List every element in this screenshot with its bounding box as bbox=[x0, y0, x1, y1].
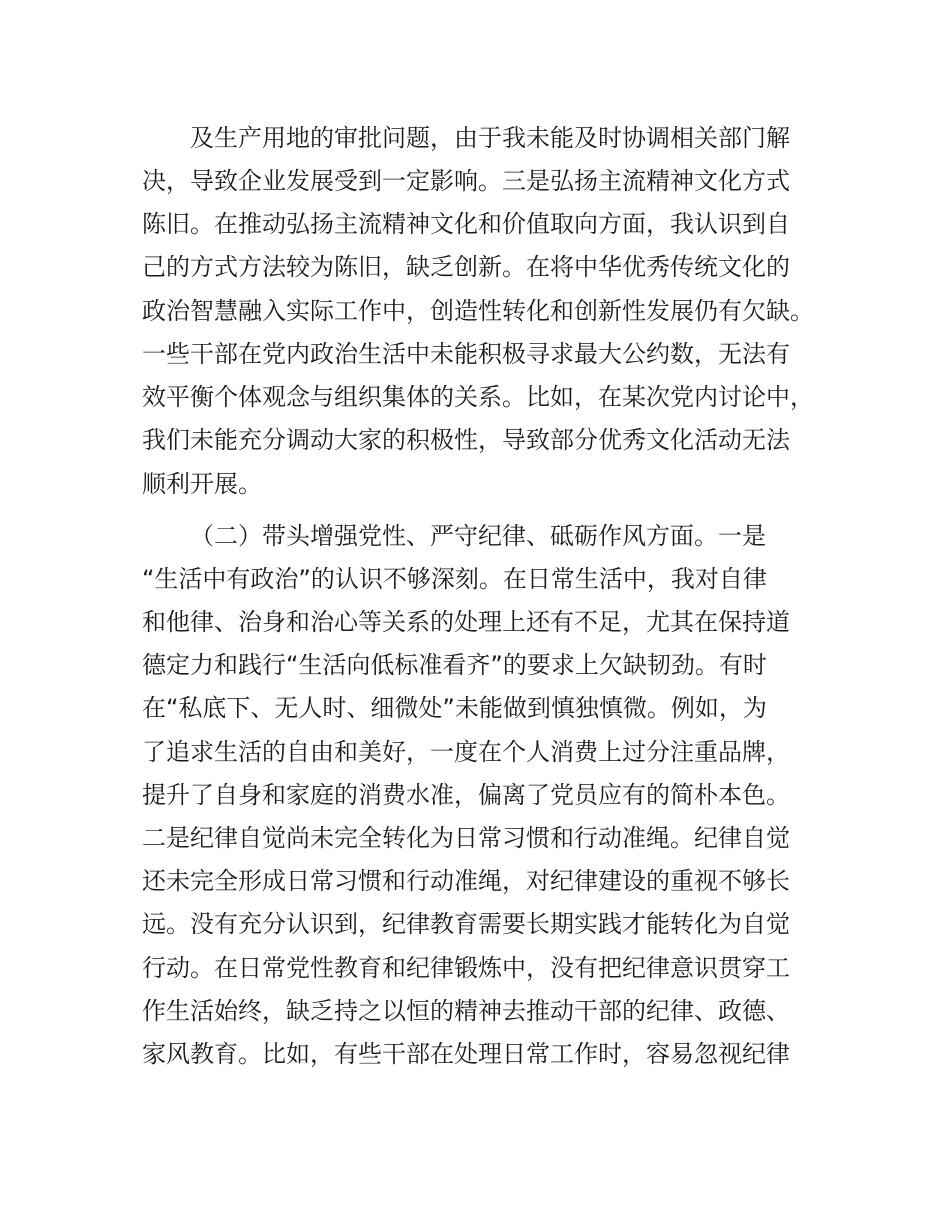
text-line: 陈旧。在推动弘扬主流精神文化和价值取向方面，我认识到自 bbox=[142, 210, 790, 238]
text-line: 效平衡个体观念与组织集体的关系。比如，在某次党内讨论中， bbox=[142, 383, 814, 411]
text-line: 在“私底下、无人时、细微处”未能做到慎独慎微。例如，为 bbox=[142, 694, 767, 722]
text-line: 决，导致企业发展受到一定影响。三是弘扬主流精神文化方式 bbox=[142, 167, 790, 195]
text-line: 一些干部在党内政治生活中未能积极寻求最大公约数，无法有 bbox=[142, 340, 790, 368]
text-line: 顺利开展。 bbox=[142, 470, 262, 498]
section-heading-line: （二）带头增强党性、严守纪律、砥砺作风方面。一是 bbox=[190, 522, 766, 550]
text-line: 了追求生活的自由和美好，一度在个人消费上过分注重品牌， bbox=[142, 738, 790, 766]
text-line: 作生活始终，缺乏持之以恒的精神去推动干部的纪律、政德、 bbox=[142, 997, 790, 1025]
text-line: 二是纪律自觉尚未完全转化为日常习惯和行动准绳。纪律自觉 bbox=[142, 824, 790, 852]
text-line: 德定力和践行“生活向低标准看齐”的要求上欠缺韧劲。有时 bbox=[142, 651, 767, 679]
text-line: 政治智慧融入实际工作中，创造性转化和创新性发展仍有欠缺。 bbox=[142, 297, 814, 325]
text-line: 还未完全形成日常习惯和行动准绳，对纪律建设的重视不够长 bbox=[142, 867, 790, 895]
text-line: “生活中有政治”的认识不够深刻。在日常生活中，我对自律 bbox=[142, 565, 767, 593]
text-line: 我们未能充分调动大家的积极性，导致部分优秀文化活动无法 bbox=[142, 426, 790, 454]
text-line: 己的方式方法较为陈旧，缺乏创新。在将中华优秀传统文化的 bbox=[142, 253, 790, 281]
text-line: 行动。在日常党性教育和纪律锻炼中，没有把纪律意识贯穿工 bbox=[142, 954, 790, 982]
text-line: 和他律、治身和治心等关系的处理上还有不足，尤其在保持道 bbox=[142, 608, 790, 636]
text-line: 家风教育。比如，有些干部在处理日常工作时，容易忽视纪律 bbox=[142, 1040, 790, 1068]
text-line: 远。没有充分认识到，纪律教育需要长期实践才能转化为自觉 bbox=[142, 910, 790, 938]
text-line: 提升了自身和家庭的消费水准，偏离了党员应有的简朴本色。 bbox=[142, 781, 790, 809]
text-line: 及生产用地的审批问题，由于我未能及时协调相关部门解 bbox=[190, 124, 790, 152]
